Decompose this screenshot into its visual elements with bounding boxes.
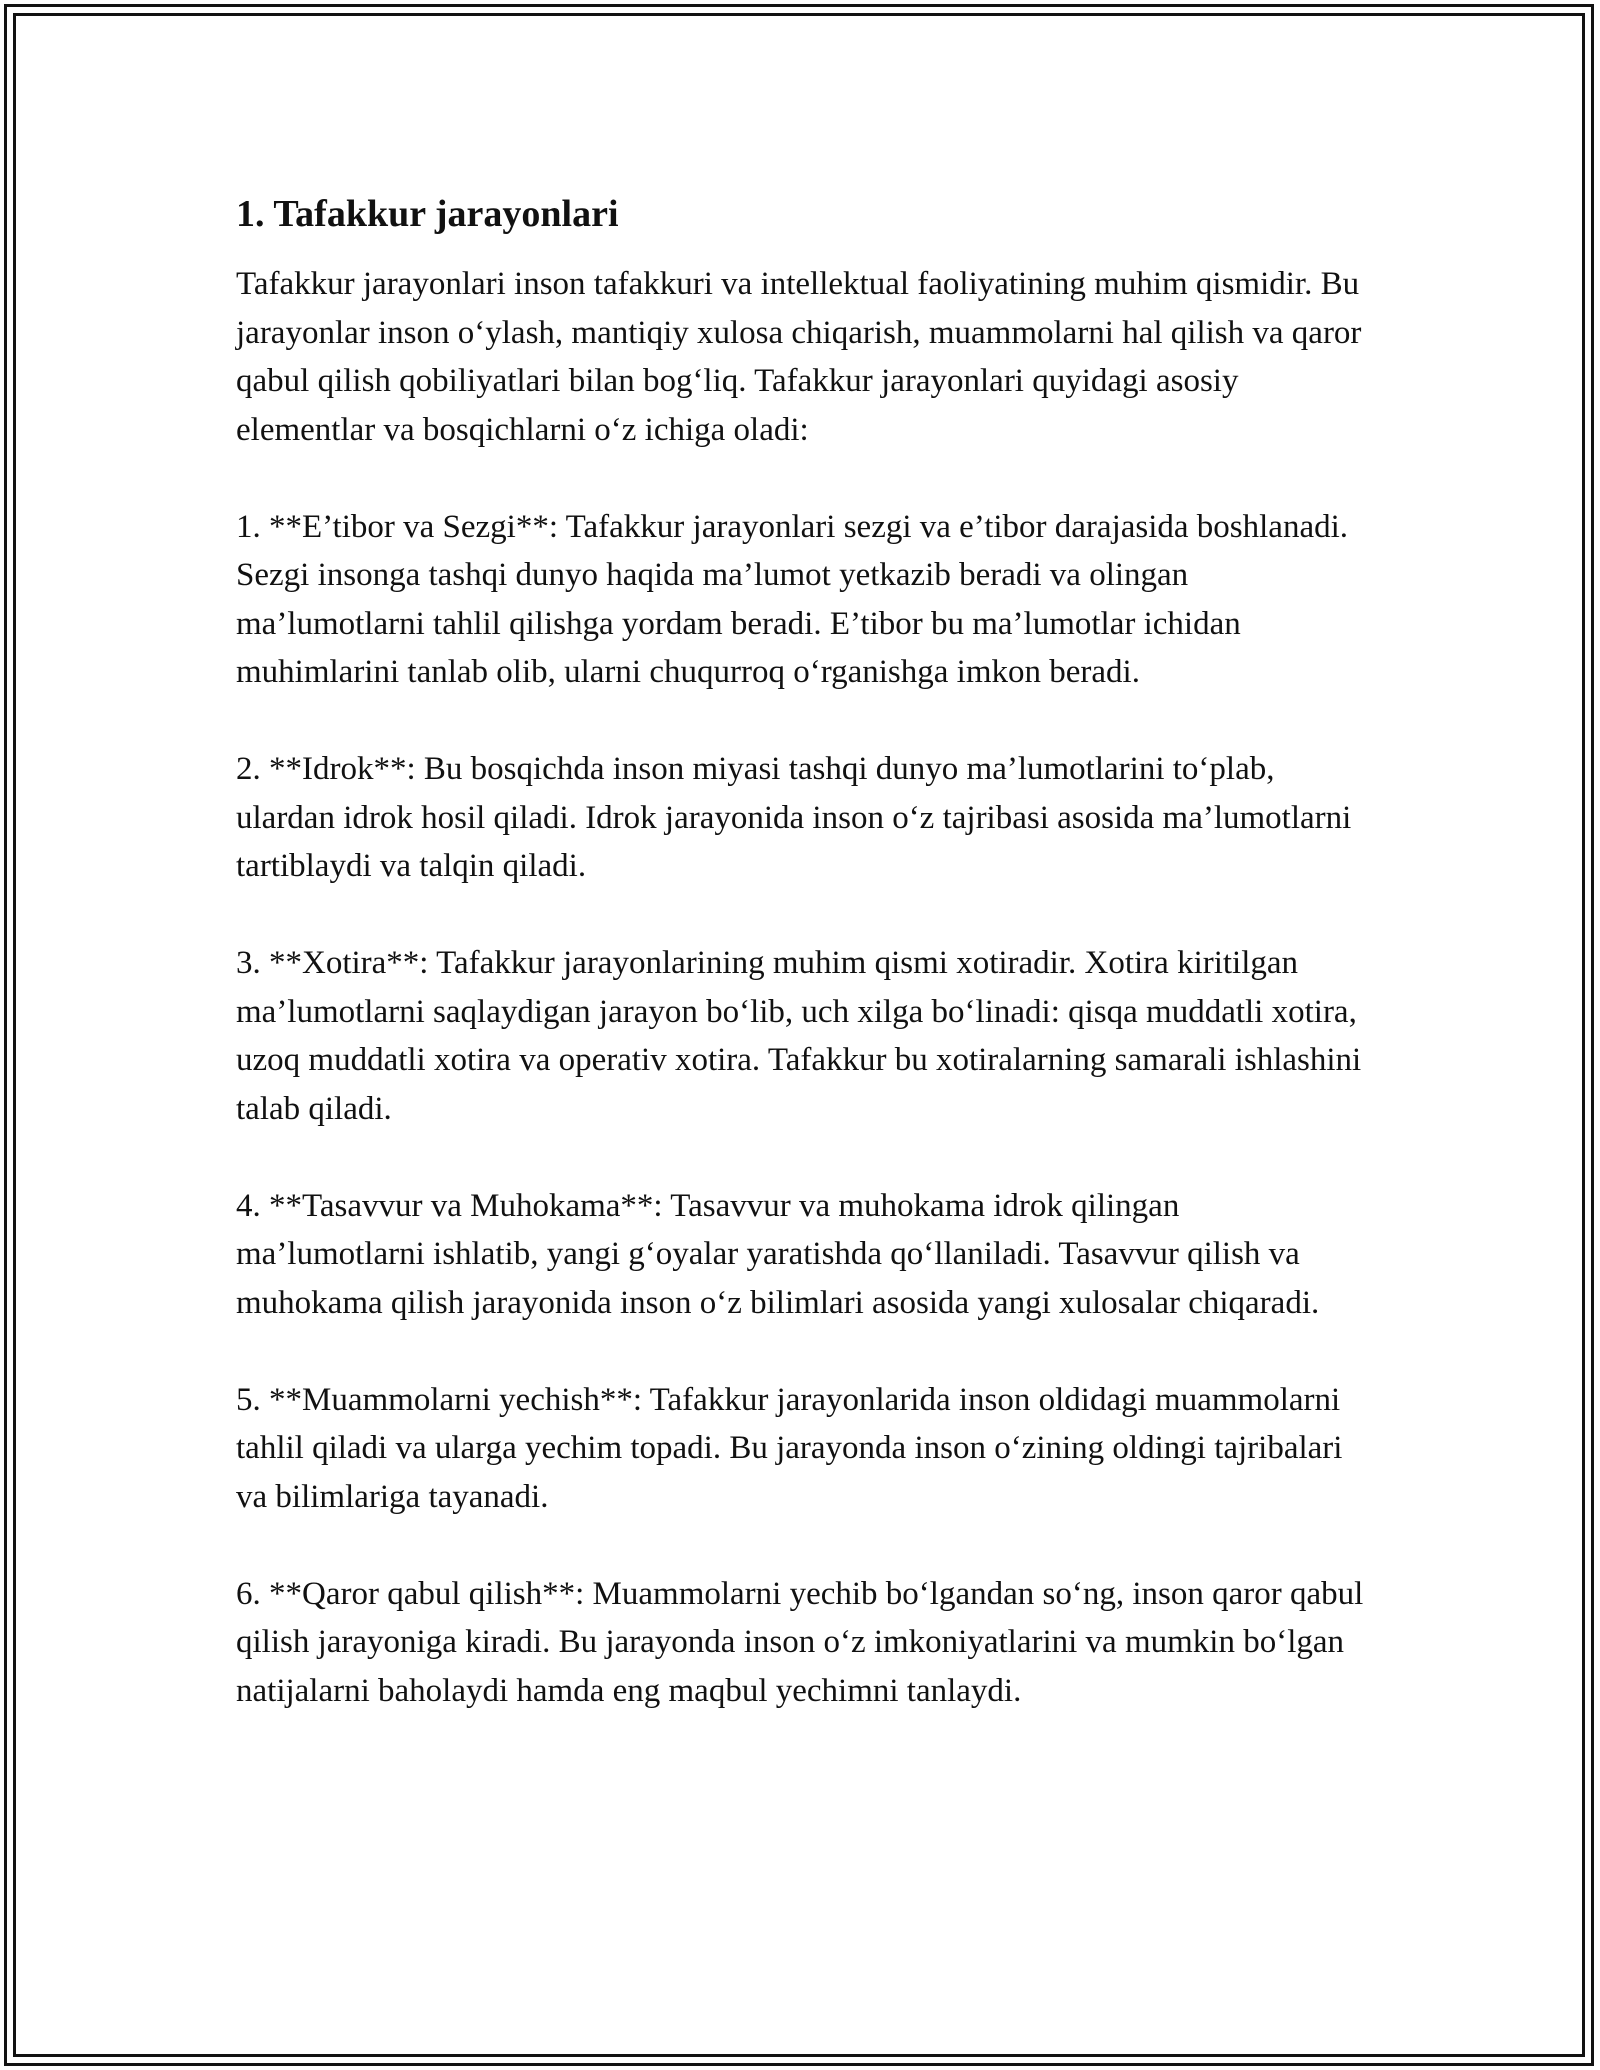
section-title: 1. Tafakkur jarayonlari [236,193,619,235]
intro-paragraph: Tafakkur jarayonlari inson tafakkuri va intellektual faoliyatining muhim qismidir. Bu jarayonlar inson o‘ylash, mantiqiy xulosa chiqarish, muammolarni hal qilish va qaror qabul qilish qobiliyatlari bilan bog‘liq. Tafakkur jarayonlari quyidagi asosiy elementlar va bosqichlarni o‘z ichiga oladi: [236,266,1362,448]
list-item-xotira: 3. **Xotira**: Tafakkur jarayonlarining muhim qismi xotiradir. Xotira kiritilgan ma’lumotlarni saqlaydigan jarayon bo‘lib, uch xilga bo‘linadi: qisqa muddatli xotira, uzoq muddatli xotira va operativ xotira. Tafakkur bu xotiralarning samarali ishlashini talab qiladi. [236,945,1362,1127]
list-item-idrok: 2. **Idrok**: Bu bosqichda inson miyasi tashqi dunyo ma’lumotlarini to‘plab, ulardan idrok hosil qiladi. Idrok jarayonida inson o‘z tajribasi asosida ma’lumotlarni tartiblaydi va talqin qiladi. [236,751,1352,884]
list-item-etibor-sezgi: 1. **E’tibor va Sezgi**: Tafakkur jarayonlari sezgi va e’tibor darajasida boshlanadi. Sezgi insonga tashqi dunyo haqida ma’lumot yetkazib beradi va olingan ma’lumotlarni tahlil qilishga yordam beradi. E’tibor bu ma’lumotlar ichidan muhimlarini tanlab olib, ularni chuqurroq o‘rganishga imkon beradi. [236,508,1349,690]
list-item-muammolarni-yechish: 5. **Muammolarni yechish**: Tafakkur jarayonlarida inson oldidagi muammolarni tahlil qiladi va ularga yechim topadi. Bu jarayonda inson o‘zining oldingi tajribalari va bilimlariga tayanadi. [236,1381,1343,1515]
list-item-qaror-qabul-qilish: 6. **Qaror qabul qilish**: Muammolarni yechib bo‘lgandan so‘ng, inson qaror qabul qilish jarayoniga kiradi. Bu jarayonda inson o‘z imkoniyatlarini va mumkin bo‘lgan natijalarni baholaydi hamda eng maqbul yechimni tanlaydi. [236,1575,1364,1709]
list-item-tasavvur-muhokama: 4. **Tasavvur va Muhokama**: Tasavvur va muhokama idrok qilingan ma’lumotlarni ishlatib, yangi g‘oyalar yaratishda qo‘llaniladi. Tasavvur qilish va muhokama qilish jarayonida inson o‘z bilimlari asosida yangi xulosalar chiqaradi. [236,1187,1320,1321]
document-body [236,188,1376,1764]
